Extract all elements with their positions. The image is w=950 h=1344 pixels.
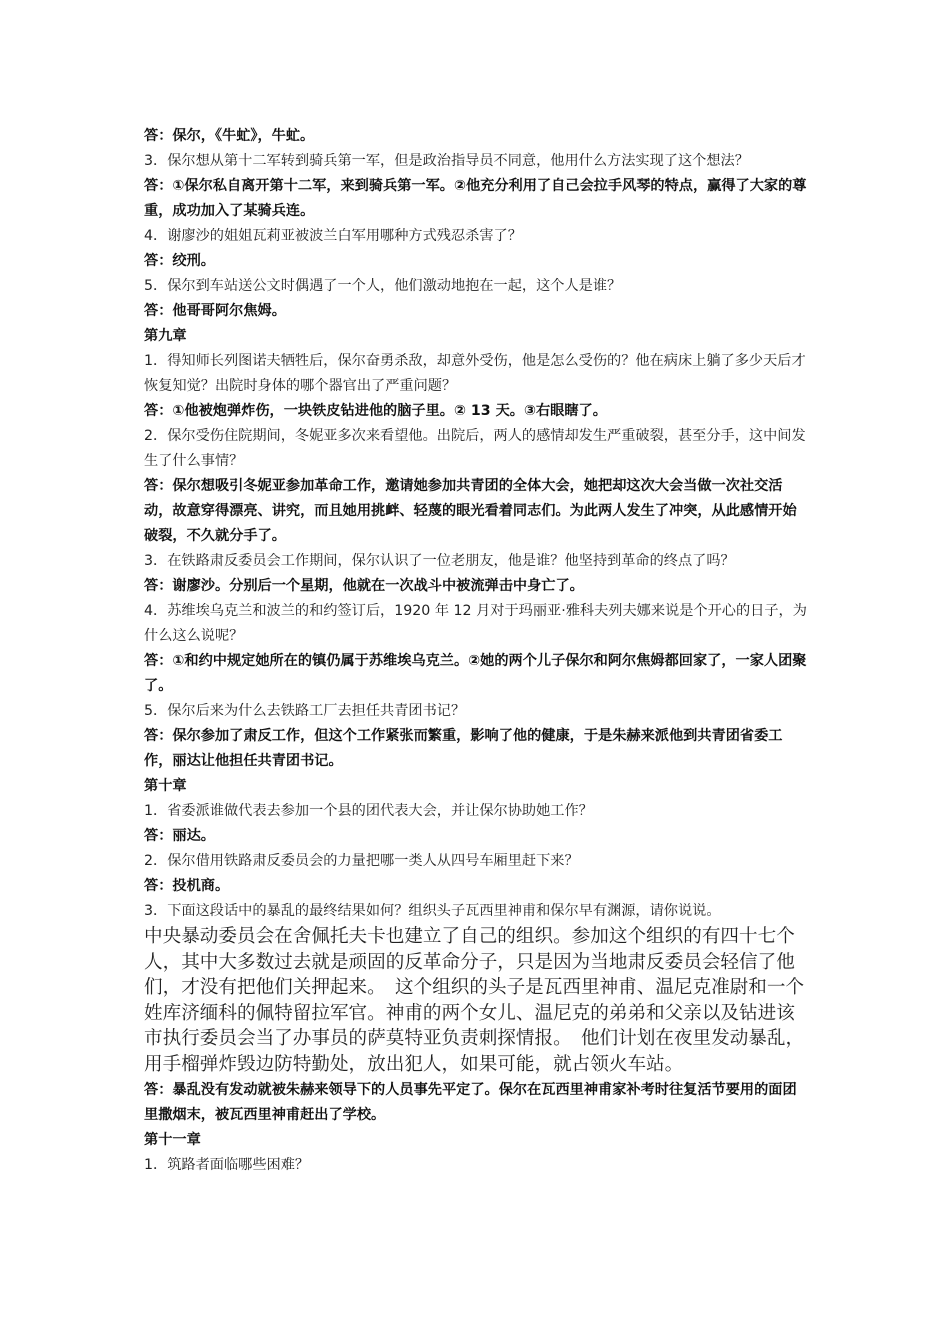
answer-text: 答：①他被炮弹炸伤，一块铁皮钻进他的脑子里。② 13 天。③右眼瞎了。	[144, 403, 607, 419]
answer-text: 答：丽达。	[144, 828, 215, 844]
question-text: 1．省委派谁做代表去参加一个县的团代表大会，并让保尔协助她工作？	[144, 803, 593, 819]
question-text: 5．保尔后来为什么去铁路工厂去担任共青团书记？	[144, 703, 466, 719]
answer-text: 答：保尔参加了肃反工作，但这个工作紧张而繁重，影响了他的健康，于是朱赫来派他到共青团省委工作，丽达让他担任共青团书记。	[144, 728, 783, 769]
answer-text: 答：他哥哥阿尔焦姆。	[144, 303, 286, 319]
question-text: 3．下面这段话中的暴乱的最终结果如何？组织头子瓦西里神甫和保尔早有渊源，请你说说。	[144, 903, 721, 919]
question-text: 2．保尔受伤住院期间，冬妮亚多次来看望他。出院后，两人的感情却发生严重破裂，甚至分手，这中间发生了什么事情？	[144, 428, 806, 469]
answer-text: 答：绞刑。	[144, 253, 215, 269]
question-text: 2．保尔借用铁路肃反委员会的力量把哪一类人从四号车厢里赶下来？	[144, 853, 579, 869]
document-page	[144, 124, 808, 1178]
answer-text: 答：保尔想吸引冬妮亚参加革命工作，邀请她参加共青团的全体大会，她把却这次大会当做一次社交活动，故意穿得漂亮、讲究，而且她用挑衅、轻蔑的眼光看着同志们。为此两人发生了冲突，从此感情开始破裂，不久就分手了。	[144, 478, 797, 544]
chapter-heading: 第十一章	[144, 1131, 201, 1148]
question-text: 5．保尔到车站送公文时偶遇了一个人，他们激动地抱在一起，这个人是谁？	[144, 278, 622, 294]
question-text: 1．得知师长列图诺夫牺牲后，保尔奋勇杀敌，却意外受伤，他是怎么受伤的？他在病床上躺了多少天后才恢复知觉？出院时身体的哪个器官出了严重问题？	[144, 353, 806, 394]
answer-text: 答：暴乱没有发动就被朱赫来领导下的人员事先平定了。保尔在瓦西里神甫家补考时往复活节要用的面团里撒烟末，被瓦西里神甫赶出了学校。	[144, 1081, 797, 1123]
quoted-passage: 中央暴动委员会在舍佩托夫卡也建立了自己的组织。参加这个组织的有四十七个人，其中大多数过去就是顽固的反革命分子，只是因为当地肃反委员会轻信了他们，才没有把他们关押起来。 这个组织的头子是瓦西里神甫、温尼克准尉和一个姓库济缅科的佩特留拉军官。神甫的两个女儿、温尼克的弟弟和父亲以及钻进该市执行委员会当了办事员的萨莫特亚负责刺探情报。 他们计划在夜里发动暴乱，用手榴弹炸毁边防特勤处，放出犯人，如果可能，就占领火车站。	[144, 926, 805, 1075]
answer-text: 答：①和约中规定她所在的镇仍属于苏维埃乌克兰。②她的两个儿子保尔和阿尔焦姆都回家了，一家人团聚了。	[144, 653, 807, 694]
answer-text: 答：保尔，《牛虻》，牛虻。	[144, 128, 315, 144]
question-text: 4．谢廖沙的姐姐瓦莉亚被波兰白军用哪种方式残忍杀害了？	[144, 228, 522, 244]
question-text: 1．筑路者面临哪些困难？	[144, 1156, 310, 1173]
question-text: 3．保尔想从第十二军转到骑兵第一军，但是政治指导员不同意，他用什么方法实现了这个想法？	[144, 153, 749, 169]
question-text: 3．在铁路肃反委员会工作期间，保尔认识了一位老朋友，他是谁？他坚持到革命的终点了吗？	[144, 553, 735, 569]
chapter-heading: 第十章	[144, 778, 187, 794]
answer-text: 答：投机商。	[144, 878, 230, 894]
answer-text: 答：谢廖沙。分别后一个星期，他就在一次战斗中被流弹击中身亡了。	[144, 578, 584, 594]
question-text: 4．苏维埃乌克兰和波兰的和约签订后，1920 年 12 月对于玛丽亚·雅科夫列夫娜来说是个开心的日子，为什么这么说呢？	[144, 603, 807, 644]
answer-text: 答：①保尔私自离开第十二军，来到骑兵第一军。②他充分利用了自己会拉手风琴的特点，赢得了大家的尊重，成功加入了某骑兵连。	[144, 178, 807, 219]
chapter-heading: 第九章	[144, 328, 187, 344]
